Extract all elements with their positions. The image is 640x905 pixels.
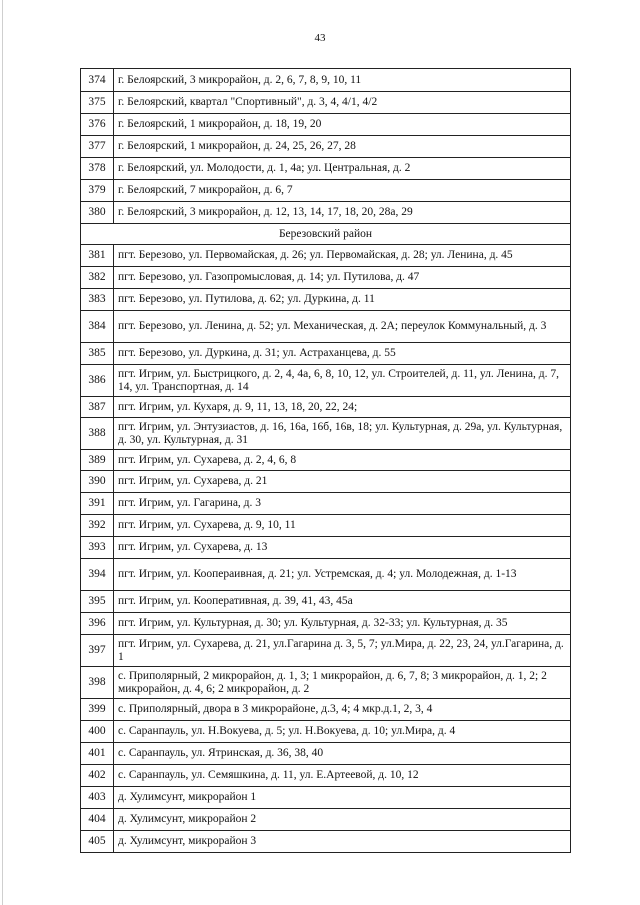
table-row xyxy=(81,180,571,202)
table-row xyxy=(81,289,571,311)
row-number: 385 xyxy=(81,343,114,365)
row-number: 399 xyxy=(81,699,114,721)
row-address: пгт. Игрим, ул. Энтузиастов, д. 16, 16а, 16б, 16в, 18; ул. Культурная, д. 29а, ул. Культурная, д. 30, ул. Культурная, д. 31 xyxy=(114,418,571,450)
row-number: 379 xyxy=(81,180,114,202)
table-row xyxy=(81,667,571,699)
row-number: 382 xyxy=(81,267,114,289)
row-number: 392 xyxy=(81,515,114,537)
row-address: д. Хулимсунт, микрорайон 3 xyxy=(114,831,571,853)
scan-edge xyxy=(2,0,3,905)
table-row xyxy=(81,418,571,450)
table-row xyxy=(81,311,571,343)
row-number: 380 xyxy=(81,202,114,224)
row-number: 400 xyxy=(81,721,114,743)
row-address: пгт. Игрим, ул. Коопераивная, д. 21; ул. Устремская, д. 4; ул. Молодежная, д. 1-13 xyxy=(114,559,571,591)
row-address: пгт. Березово, ул. Первомайская, д. 26; ул. Первомайская, д. 28; ул. Ленина, д. 45 xyxy=(114,245,571,267)
row-number: 374 xyxy=(81,69,114,92)
row-address: пгт. Игрим, ул. Сухарева, д. 21, ул.Гагарина д. 3, 5, 7; ул.Мира, д. 22, 23, 24, ул.Гагарина, д. 1 xyxy=(114,635,571,667)
table-row xyxy=(81,69,571,92)
table-row xyxy=(81,114,571,136)
row-number: 402 xyxy=(81,765,114,787)
section-row xyxy=(81,224,571,245)
table-row xyxy=(81,245,571,267)
row-number: 397 xyxy=(81,635,114,667)
address-table xyxy=(80,68,571,853)
row-number: 398 xyxy=(81,667,114,699)
table-row xyxy=(81,92,571,114)
row-address: с. Саранпауль, ул. Ятринская, д. 36, 38, 40 xyxy=(114,743,571,765)
table-row xyxy=(81,365,571,397)
row-address: пгт. Березово, ул. Дуркина, д. 31; ул. Астраханцева, д. 55 xyxy=(114,343,571,365)
page-number: 43 xyxy=(314,32,326,44)
row-number: 394 xyxy=(81,559,114,591)
table-row xyxy=(81,397,571,418)
row-number: 390 xyxy=(81,471,114,493)
row-address: г. Белоярский, квартал "Спортивный", д. 3, 4, 4/1, 4/2 xyxy=(114,92,571,114)
row-address: г. Белоярский, 3 микрорайон, д. 2, 6, 7, 8, 9, 10, 11 xyxy=(114,69,571,92)
row-number: 401 xyxy=(81,743,114,765)
row-address: г. Белоярский, 3 микрорайон, д. 12, 13, 14, 17, 18, 20, 28а, 29 xyxy=(114,202,571,224)
table-row xyxy=(81,809,571,831)
row-number: 404 xyxy=(81,809,114,831)
row-address: г. Белоярский, 1 микрорайон, д. 24, 25, 26, 27, 28 xyxy=(114,136,571,158)
row-address: д. Хулимсунт, микрорайон 2 xyxy=(114,809,571,831)
table-row xyxy=(81,721,571,743)
row-address: пгт. Березово, ул. Ленина, д. 52; ул. Механическая, д. 2А; переулок Коммунальный, д. 3 xyxy=(114,311,571,343)
row-address: г. Белоярский, 1 микрорайон, д. 18, 19, 20 xyxy=(114,114,571,136)
row-number: 388 xyxy=(81,418,114,450)
row-number: 378 xyxy=(81,158,114,180)
address-table-body xyxy=(81,69,571,853)
table-row xyxy=(81,699,571,721)
row-number: 387 xyxy=(81,397,114,418)
row-number: 383 xyxy=(81,289,114,311)
row-number: 384 xyxy=(81,311,114,343)
row-address: пгт. Березово, ул. Путилова, д. 62; ул. Дуркина, д. 11 xyxy=(114,289,571,311)
row-number: 389 xyxy=(81,450,114,471)
row-address: пгт. Игрим, ул. Сухарева, д. 13 xyxy=(114,537,571,559)
row-number: 405 xyxy=(81,831,114,853)
row-number: 403 xyxy=(81,787,114,809)
row-address: с. Саранпауль, ул. Н.Вокуева, д. 5; ул. Н.Вокуева, д. 10; ул.Мира, д. 4 xyxy=(114,721,571,743)
row-address: пгт. Игрим, ул. Кухаря, д. 9, 11, 13, 18, 20, 22, 24; xyxy=(114,397,571,418)
table-row xyxy=(81,450,571,471)
row-number: 386 xyxy=(81,365,114,397)
table-row xyxy=(81,202,571,224)
row-address: с. Приполярный, 2 микрорайон, д. 1, 3; 1 микрорайон, д. 6, 7, 8; 3 микрорайон, д. 1, 2; 2 микрорайон, д. 4, 6; 2 микрорайон, д. 2 xyxy=(114,667,571,699)
row-number: 376 xyxy=(81,114,114,136)
row-address: пгт. Березово, ул. Газопромысловая, д. 14; ул. Путилова, д. 47 xyxy=(114,267,571,289)
row-address: пгт. Игрим, ул. Кооперативная, д. 39, 41, 43, 45а xyxy=(114,591,571,613)
row-address: пгт. Игрим, ул. Сухарева, д. 21 xyxy=(114,471,571,493)
table-row xyxy=(81,613,571,635)
row-number: 377 xyxy=(81,136,114,158)
table-row xyxy=(81,537,571,559)
table-row xyxy=(81,158,571,180)
row-address: пгт. Игрим, ул. Быстрицкого, д. 2, 4, 4а, 6, 8, 10, 12, ул. Строителей, д. 11, ул. Ленина, д. 7, 14, ул. Транспортная, д. 14 xyxy=(114,365,571,397)
section-heading: Березовский район xyxy=(81,224,571,245)
table-row xyxy=(81,136,571,158)
table-row xyxy=(81,515,571,537)
row-address: с. Саранпауль, ул. Семяшкина, д. 11, ул. Е.Артеевой, д. 10, 12 xyxy=(114,765,571,787)
table-row xyxy=(81,471,571,493)
row-address: пгт. Игрим, ул. Сухарева, д. 9, 10, 11 xyxy=(114,515,571,537)
row-address: д. Хулимсунт, микрорайон 1 xyxy=(114,787,571,809)
row-address: с. Приполярный, двора в 3 микрорайоне, д.3, 4; 4 мкр.д.1, 2, 3, 4 xyxy=(114,699,571,721)
table-row xyxy=(81,831,571,853)
table-row xyxy=(81,267,571,289)
row-number: 381 xyxy=(81,245,114,267)
table-row xyxy=(81,343,571,365)
table-row xyxy=(81,591,571,613)
row-number: 395 xyxy=(81,591,114,613)
table-row xyxy=(81,635,571,667)
row-number: 396 xyxy=(81,613,114,635)
row-address: пгт. Игрим, ул. Гагарина, д. 3 xyxy=(114,493,571,515)
table-row xyxy=(81,787,571,809)
table-row xyxy=(81,765,571,787)
table-row xyxy=(81,559,571,591)
row-address: пгт. Игрим, ул. Сухарева, д. 2, 4, 6, 8 xyxy=(114,450,571,471)
table-row xyxy=(81,493,571,515)
row-address: г. Белоярский, ул. Молодости, д. 1, 4а; ул. Центральная, д. 2 xyxy=(114,158,571,180)
table-row xyxy=(81,743,571,765)
row-number: 375 xyxy=(81,92,114,114)
row-address: пгт. Игрим, ул. Культурная, д. 30; ул. Культурная, д. 32-33; ул. Культурная, д. 35 xyxy=(114,613,571,635)
row-number: 391 xyxy=(81,493,114,515)
row-address: г. Белоярский, 7 микрорайон, д. 6, 7 xyxy=(114,180,571,202)
row-number: 393 xyxy=(81,537,114,559)
